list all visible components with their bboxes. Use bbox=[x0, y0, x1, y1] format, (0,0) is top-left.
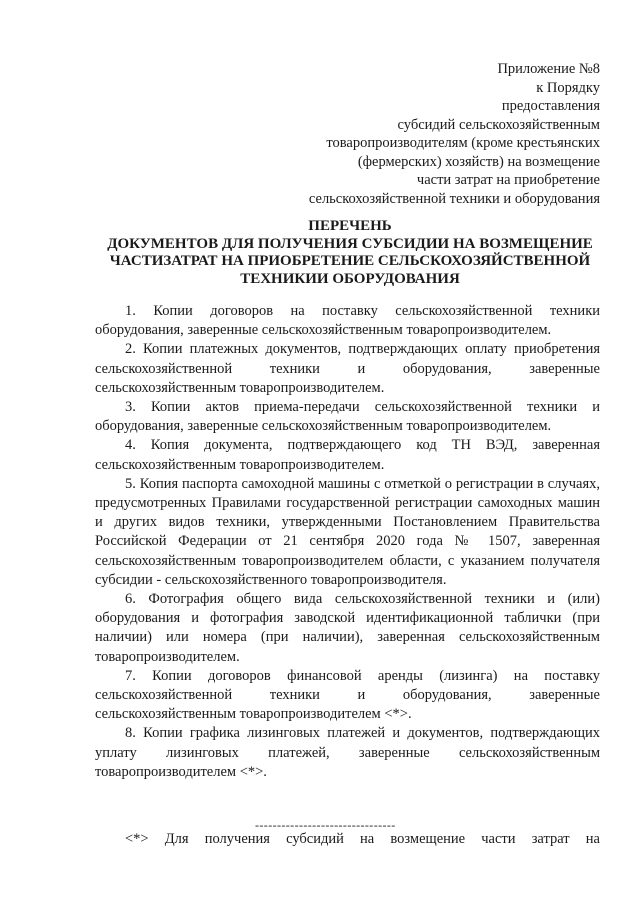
list-item: 8. Копии графика лизинговых платежей и документов, подтверждающих уплату лизинговых платежей, заверенные сельскохозяйственным товаропроизводителем <*>. bbox=[95, 725, 600, 780]
annex-line: части затрат на приобретение bbox=[416, 172, 600, 188]
list-item: 3. Копии актов приема-передачи сельскохозяйственной техники и оборудования, заверенные сельскохозяйственным товаропроизводителем. bbox=[95, 399, 600, 435]
title-line: ТЕХНИКИИ ОБОРУДОВАНИЯ bbox=[240, 270, 460, 287]
title-line: ДОКУМЕНТОВ ДЛЯ ПОЛУЧЕНИЯ СУБСИДИИ НА ВОЗМЕЩЕНИЕ bbox=[107, 235, 593, 252]
document-title bbox=[80, 218, 620, 288]
list-item: 4. Копия документа, подтверждающего код ТН ВЭД, заверенная сельскохозяйственным товаропроизводителем. bbox=[95, 437, 600, 473]
annex-header bbox=[220, 60, 600, 208]
list-item: 6. Фотография общего вида сельскохозяйственной техники и (или) оборудования и фотография заводской идентификационной таблички (при наличии) или номера (при наличии), заверенная сельскохозяйственным товаропроизводителем. bbox=[95, 591, 600, 665]
annex-line: Приложение №8 bbox=[497, 61, 600, 77]
annex-line: субсидий сельскохозяйственным bbox=[397, 116, 600, 133]
list-item: 7. Копии договоров финансовой аренды (лизинга) на поставку сельскохозяйственной техники и оборудования, заверенные сельскохозяйственным товаропроизводителем <*>. bbox=[95, 667, 600, 723]
list-item: 5. Копия паспорта самоходной машины с отметкой о регистрации в случаях, предусмотренных Правилами государственной регистрации самоходных машин и других видов техники, утвержденными Постановлением Правительства Российской Федерации от 21 сентября 2020 года № 1507, заверенная сельскохозяйственным товаропроизводителем области, с указанием получателя субсидии - сельскохозяйственного товаропроизводителя. bbox=[95, 475, 600, 588]
list-item: 1. Копии договоров на поставку сельскохозяйственной техники оборудования, заверенные сельскохозяйственным товаропроизводителем. bbox=[95, 303, 600, 339]
annex-line: товаропроизводителям (кроме крестьянских bbox=[326, 135, 600, 151]
annex-line: (фермерских) хозяйств) на возмещение bbox=[357, 153, 600, 170]
title-line: ЧАСТИЗАТРАТ НА ПРИОБРЕТЕНИЕ СЕЛЬСКОХОЗЯЙСТВЕННОЙ bbox=[109, 253, 591, 269]
annex-line: сельскохозяйственной техники и оборудования bbox=[308, 190, 600, 207]
title-line: ПЕРЕЧЕНЬ bbox=[308, 218, 392, 234]
annex-line: к Порядку bbox=[536, 79, 600, 96]
footnote-divider: -------------------------------- bbox=[255, 818, 396, 832]
footnote-text: <*> Для получения субсидий на возмещение части затрат на bbox=[125, 831, 600, 847]
document-list bbox=[95, 302, 600, 782]
annex-line: предоставления bbox=[501, 98, 600, 114]
list-item: 2. Копии платежных документов, подтверждающих оплату приобретения сельскохозяйственной техники и оборудования, заверенные сельскохозяйственным товаропроизводителем. bbox=[95, 341, 600, 396]
